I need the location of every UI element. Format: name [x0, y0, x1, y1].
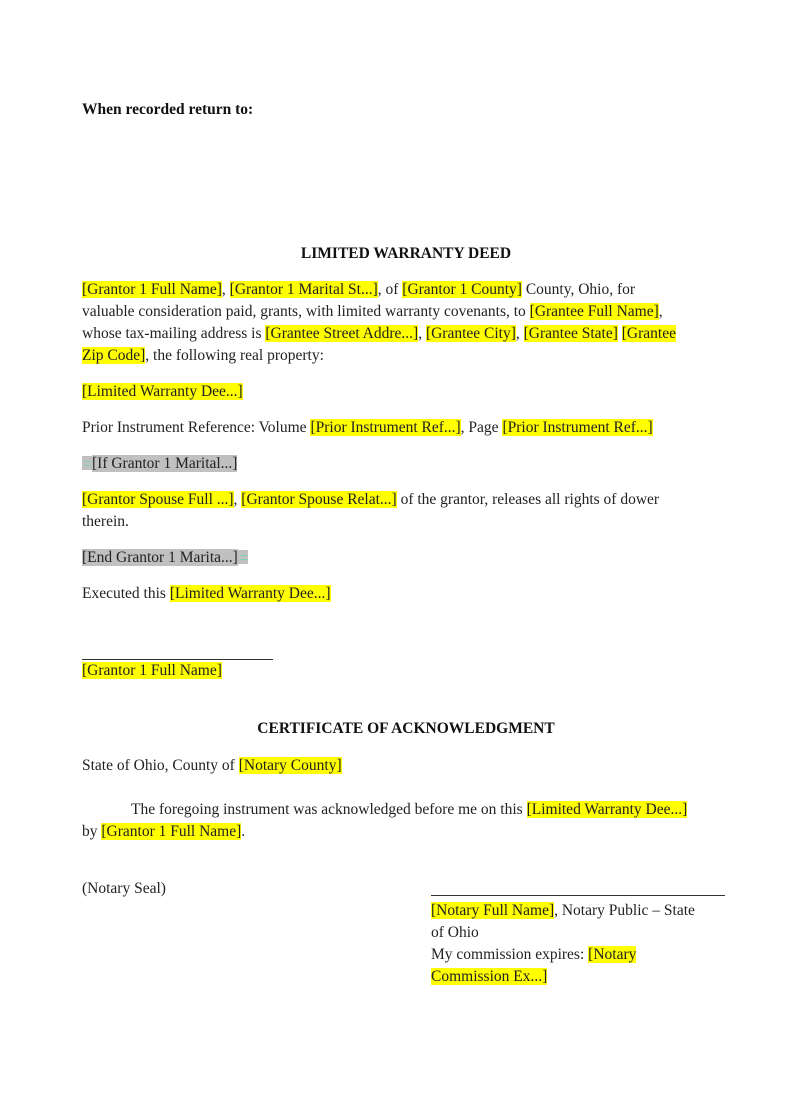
field-grantee-city[interactable]: [Grantee City] — [425, 325, 516, 342]
field-spouse-relation[interactable]: [Grantor Spouse Relat...] — [241, 491, 397, 508]
document-title: LIMITED WARRANTY DEED — [300, 245, 512, 262]
notary-name-line: [Notary Full Name], Notary Public – State — [431, 902, 695, 919]
field-notary-county[interactable]: [Notary County] — [238, 757, 342, 774]
conditional-marker-icon — [82, 456, 92, 470]
spouse-line-2: therein. — [82, 513, 129, 530]
prior-instrument-line: Prior Instrument Reference: Volume [Prior Instrument Ref...], Page [Prior Instrument Ref...] — [82, 419, 653, 436]
field-grantee-state[interactable]: [Grantee State] — [523, 325, 618, 342]
field-prior-volume[interactable]: [Prior Instrument Ref...] — [310, 419, 461, 436]
notary-signature-line — [431, 895, 725, 896]
field-commission-expires-cont[interactable]: Commission Ex...] — [431, 968, 548, 985]
field-commission-expires[interactable]: [Notary — [588, 946, 637, 963]
certificate-title: CERTIFICATE OF ACKNOWLEDGMENT — [257, 720, 555, 737]
return-to-label: When recorded return to: — [82, 101, 254, 118]
conditional-end[interactable]: [End Grantor 1 Marita...] — [82, 549, 238, 566]
grantor-signature-name-line — [82, 660, 222, 682]
field-executed-date[interactable]: [Limited Warranty Dee...] — [169, 585, 331, 602]
conditional-start[interactable]: [If Grantor 1 Marital...] — [92, 455, 238, 472]
spouse-line-1: [Grantor Spouse Full ...], [Grantor Spouse Relat...] of the grantor, releases all rights of dower — [82, 491, 660, 508]
state-county-line: State of Ohio, County of [Notary County] — [82, 757, 342, 774]
conditional-start-line — [82, 453, 237, 475]
field-ack-grantor-name[interactable]: [Grantor 1 Full Name] — [101, 823, 242, 840]
legal-description-line — [82, 381, 243, 403]
field-grantee-zip[interactable]: [Grantee — [621, 325, 676, 342]
field-grantee-street[interactable]: [Grantee Street Addre...] — [265, 325, 419, 342]
field-prior-page[interactable]: [Prior Instrument Ref...] — [502, 419, 653, 436]
conditional-marker-icon — [238, 550, 248, 564]
conditional-end-line — [82, 547, 248, 569]
field-grantee-zip-cont[interactable]: Zip Code] — [82, 347, 146, 364]
notary-title-line-2: of Ohio — [431, 924, 479, 941]
field-spouse-name[interactable]: [Grantor Spouse Full ...] — [82, 491, 234, 508]
acknowledgment-line-2: by [Grantor 1 Full Name]. — [82, 823, 246, 840]
field-ack-date[interactable]: [Limited Warranty Dee...] — [526, 801, 688, 818]
grantor-paragraph-line-4: Zip Code], the following real property: — [82, 347, 324, 364]
field-notary-name[interactable]: [Notary Full Name] — [431, 902, 555, 919]
notary-seal-label: (Notary Seal) — [82, 880, 166, 897]
field-grantor-county[interactable]: [Grantor 1 County] — [402, 281, 522, 298]
grantor-paragraph-line-1: [Grantor 1 Full Name], [Grantor 1 Marital St...], of [Grantor 1 County] County, Ohio, for — [82, 281, 636, 298]
executed-line: Executed this [Limited Warranty Dee...] — [82, 585, 331, 602]
field-grantee-name[interactable]: [Grantee Full Name] — [529, 303, 659, 320]
field-grantor-name[interactable]: [Grantor 1 Full Name] — [82, 281, 222, 298]
commission-line-1: My commission expires: [Notary — [431, 946, 637, 963]
acknowledgment-line-1: The foregoing instrument was acknowledged before me on this [Limited Warranty Dee...] — [131, 801, 688, 818]
field-signature-grantor-name[interactable]: [Grantor 1 Full Name] — [82, 662, 222, 679]
grantor-paragraph-line-3: whose tax-mailing address is [Grantee Street Addre...], [Grantee City], [Grantee State] [Grantee — [82, 325, 676, 342]
field-legal-description[interactable]: [Limited Warranty Dee...] — [82, 383, 243, 400]
grantor-paragraph-line-2: valuable consideration paid, grants, with limited warranty covenants, to [Grantee Full Name], — [82, 303, 663, 320]
commission-line-2 — [431, 966, 547, 988]
field-grantor-marital[interactable]: [Grantor 1 Marital St...] — [229, 281, 378, 298]
